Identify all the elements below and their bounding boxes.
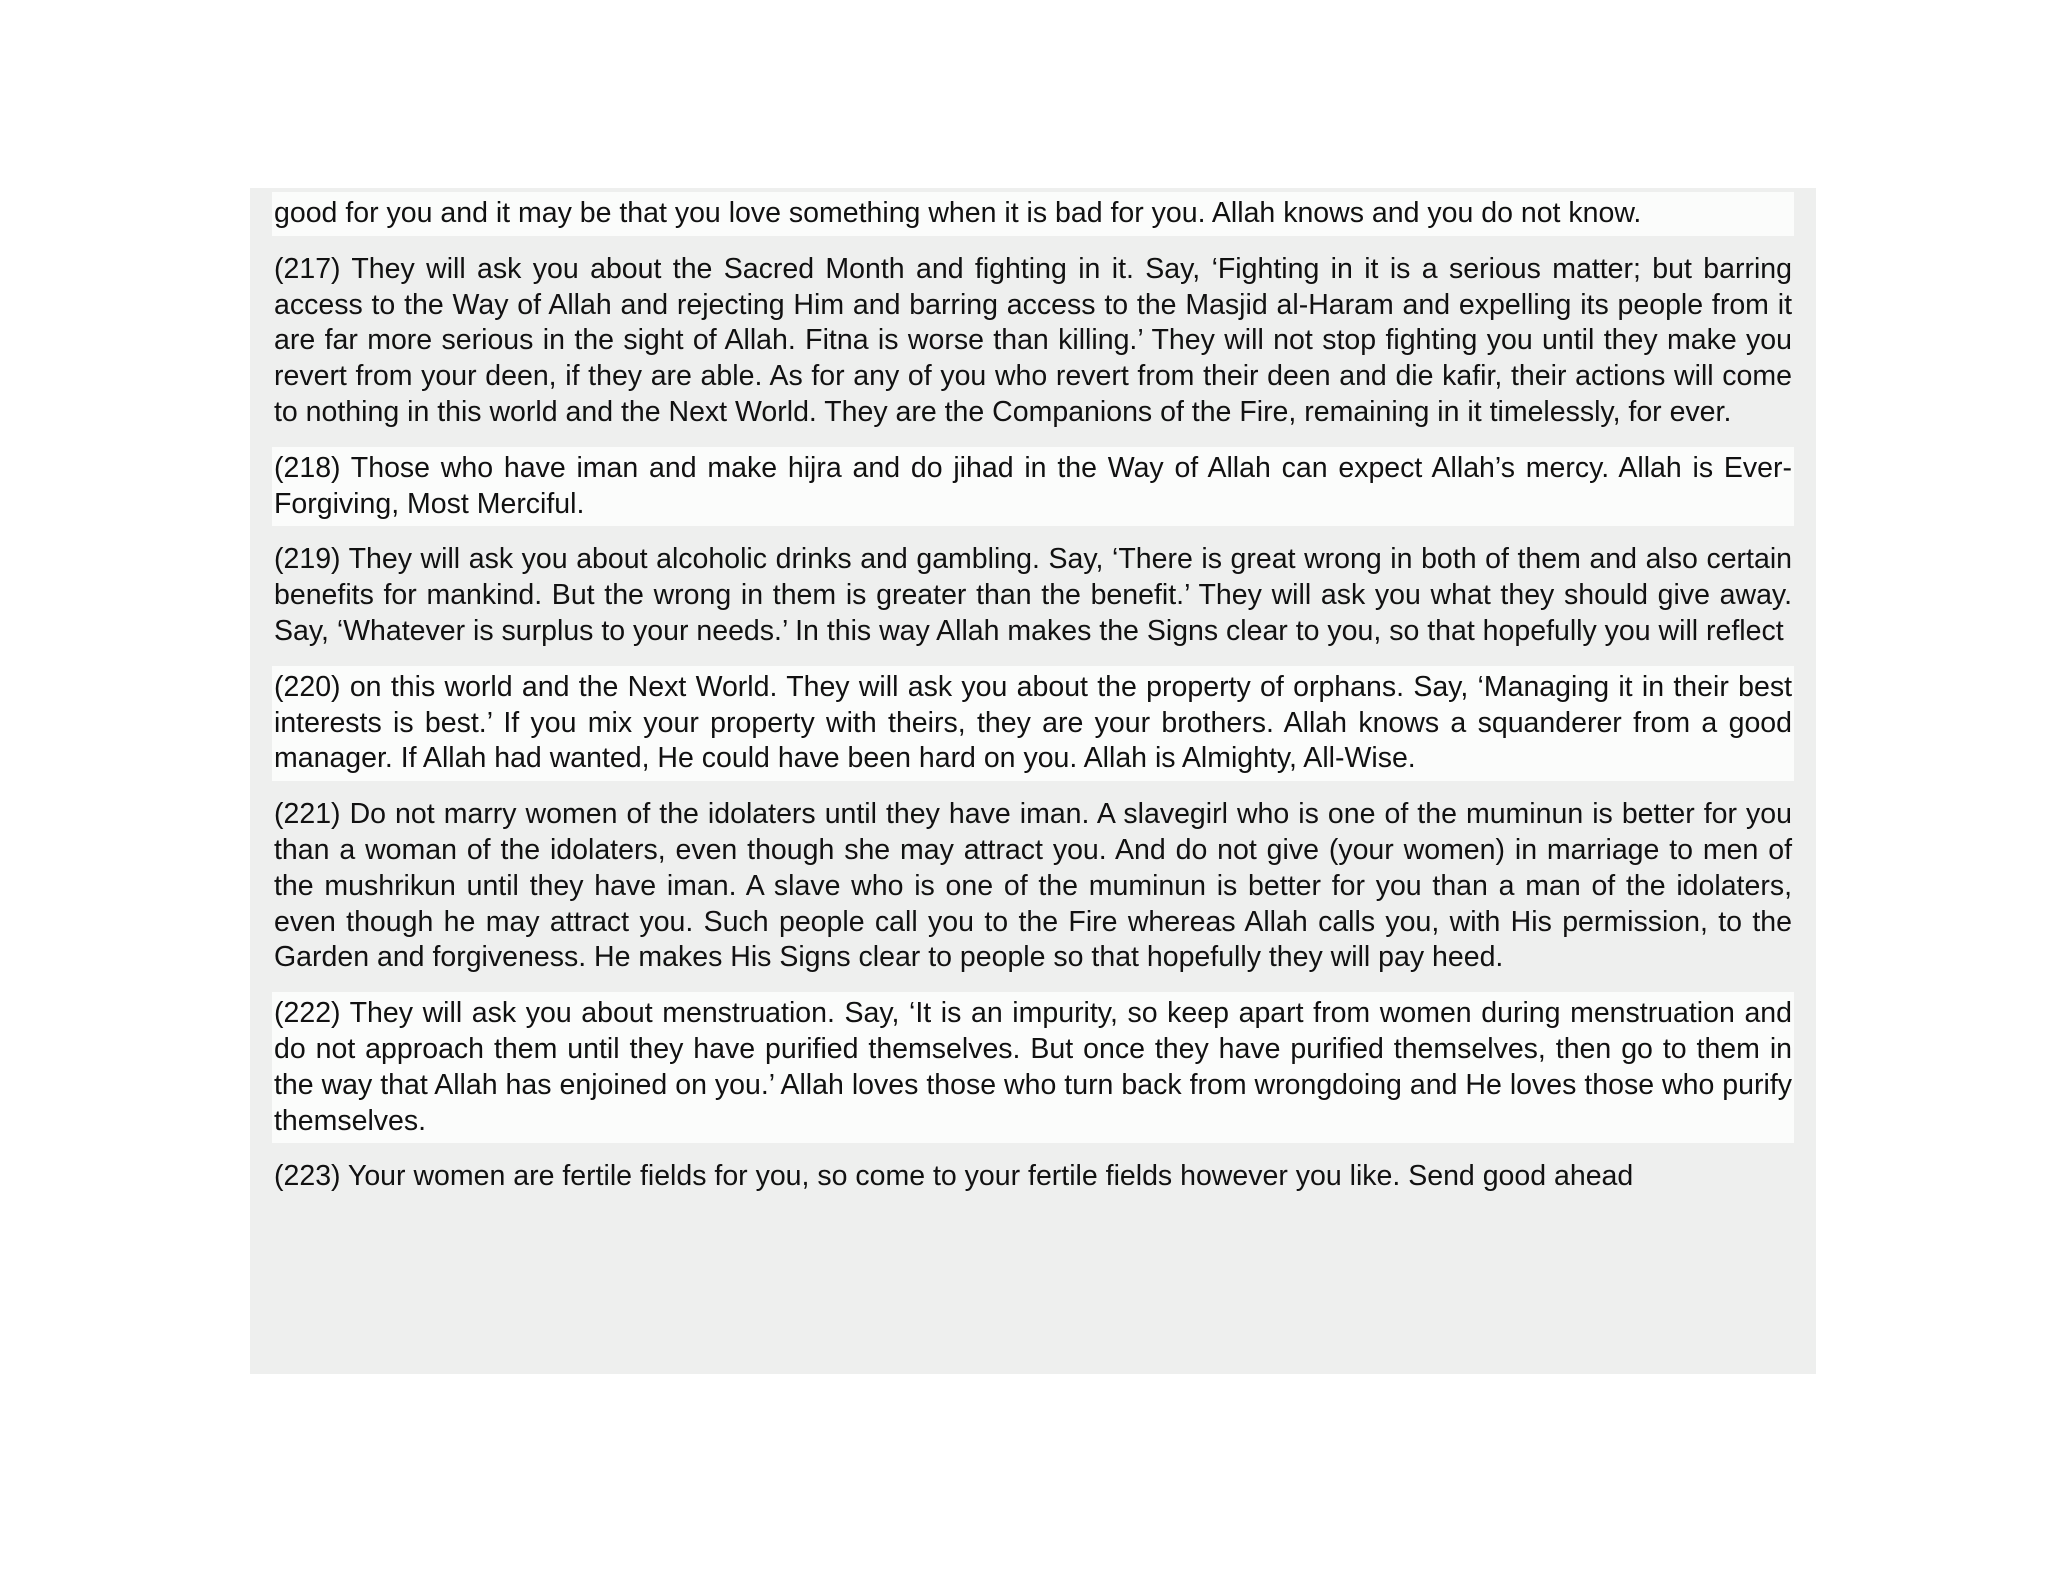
verse-219: (219) They will ask you about alcoholic drinks and gambling. Say, ‘There is great wrong in both of them and also certain benefits for mankind. But the wrong in them is greater than the benefit.’ They will ask you what they should give away. Say, ‘Whatever is surplus to your needs.’ In this way Allah makes the Signs clear to you, so that hopefully you will reflect xyxy=(272,538,1794,653)
verse-gap xyxy=(250,980,1816,992)
verse-222: (222) They will ask you about menstruation. Say, ‘It is an impurity, so keep apart from women during menstruation and do not approach them until they have purified themselves. But once they have purified themselves, then go to them in the way that Allah has enjoined on you.’ Allah loves those who turn back from wrongdoing and He loves those who purify themselves. xyxy=(272,992,1794,1143)
verse-220: (220) on this world and the Next World. They will ask you about the property of orphans. Say, ‘Managing it in their best interests is best.’ If you mix your property with theirs, they are your brothers. Allah knows a squanderer from a good manager. If Allah had wanted, He could have been hard on you. Allah is Almighty, All-Wise. xyxy=(272,666,1794,781)
verse-gap xyxy=(250,781,1816,793)
verse-gap xyxy=(250,435,1816,447)
verse-223: (223) Your women are fertile fields for you, so come to your fertile fields however you like. Send good ahead xyxy=(272,1155,1794,1199)
verse-gap xyxy=(250,526,1816,538)
text-frame xyxy=(250,188,1816,1374)
verse-gap xyxy=(250,236,1816,248)
verse-221: (221) Do not marry women of the idolaters until they have iman. A slavegirl who is one of the muminun is better for you than a woman of the idolaters, even though she may attract you. And do not give (your women) in marriage to men of the mushrikun until they have iman. A slave who is one of the muminun is better for you than a man of the idolaters, even though he may attract you. Such people call you to the Fire whereas Allah calls you, with His permission, to the Garden and forgiveness. He makes His Signs clear to people so that hopefully they will pay heed. xyxy=(272,793,1794,980)
verse-216-continuation: good for you and it may be that you love something when it is bad for you. Allah knows and you do not know. xyxy=(272,192,1794,236)
verse-gap xyxy=(250,654,1816,666)
verse-gap xyxy=(250,1143,1816,1155)
verse-217: (217) They will ask you about the Sacred Month and fighting in it. Say, ‘Fighting in it is a serious matter; but barring access to the Way of Allah and rejecting Him and barring access to the Masjid al-Haram and expelling its people from it are far more serious in the sight of Allah. Fitna is worse than killing.’ They will not stop fighting you until they make you revert from your deen, if they are able. As for any of you who revert from their deen and die kafir, their actions will come to nothing in this world and the Next World. They are the Companions of the Fire, remaining in it timelessly, for ever. xyxy=(272,248,1794,435)
verse-218: (218) Those who have iman and make hijra and do jihad in the Way of Allah can expect Allah’s mercy. Allah is Ever-Forgiving, Most Merciful. xyxy=(272,447,1794,527)
